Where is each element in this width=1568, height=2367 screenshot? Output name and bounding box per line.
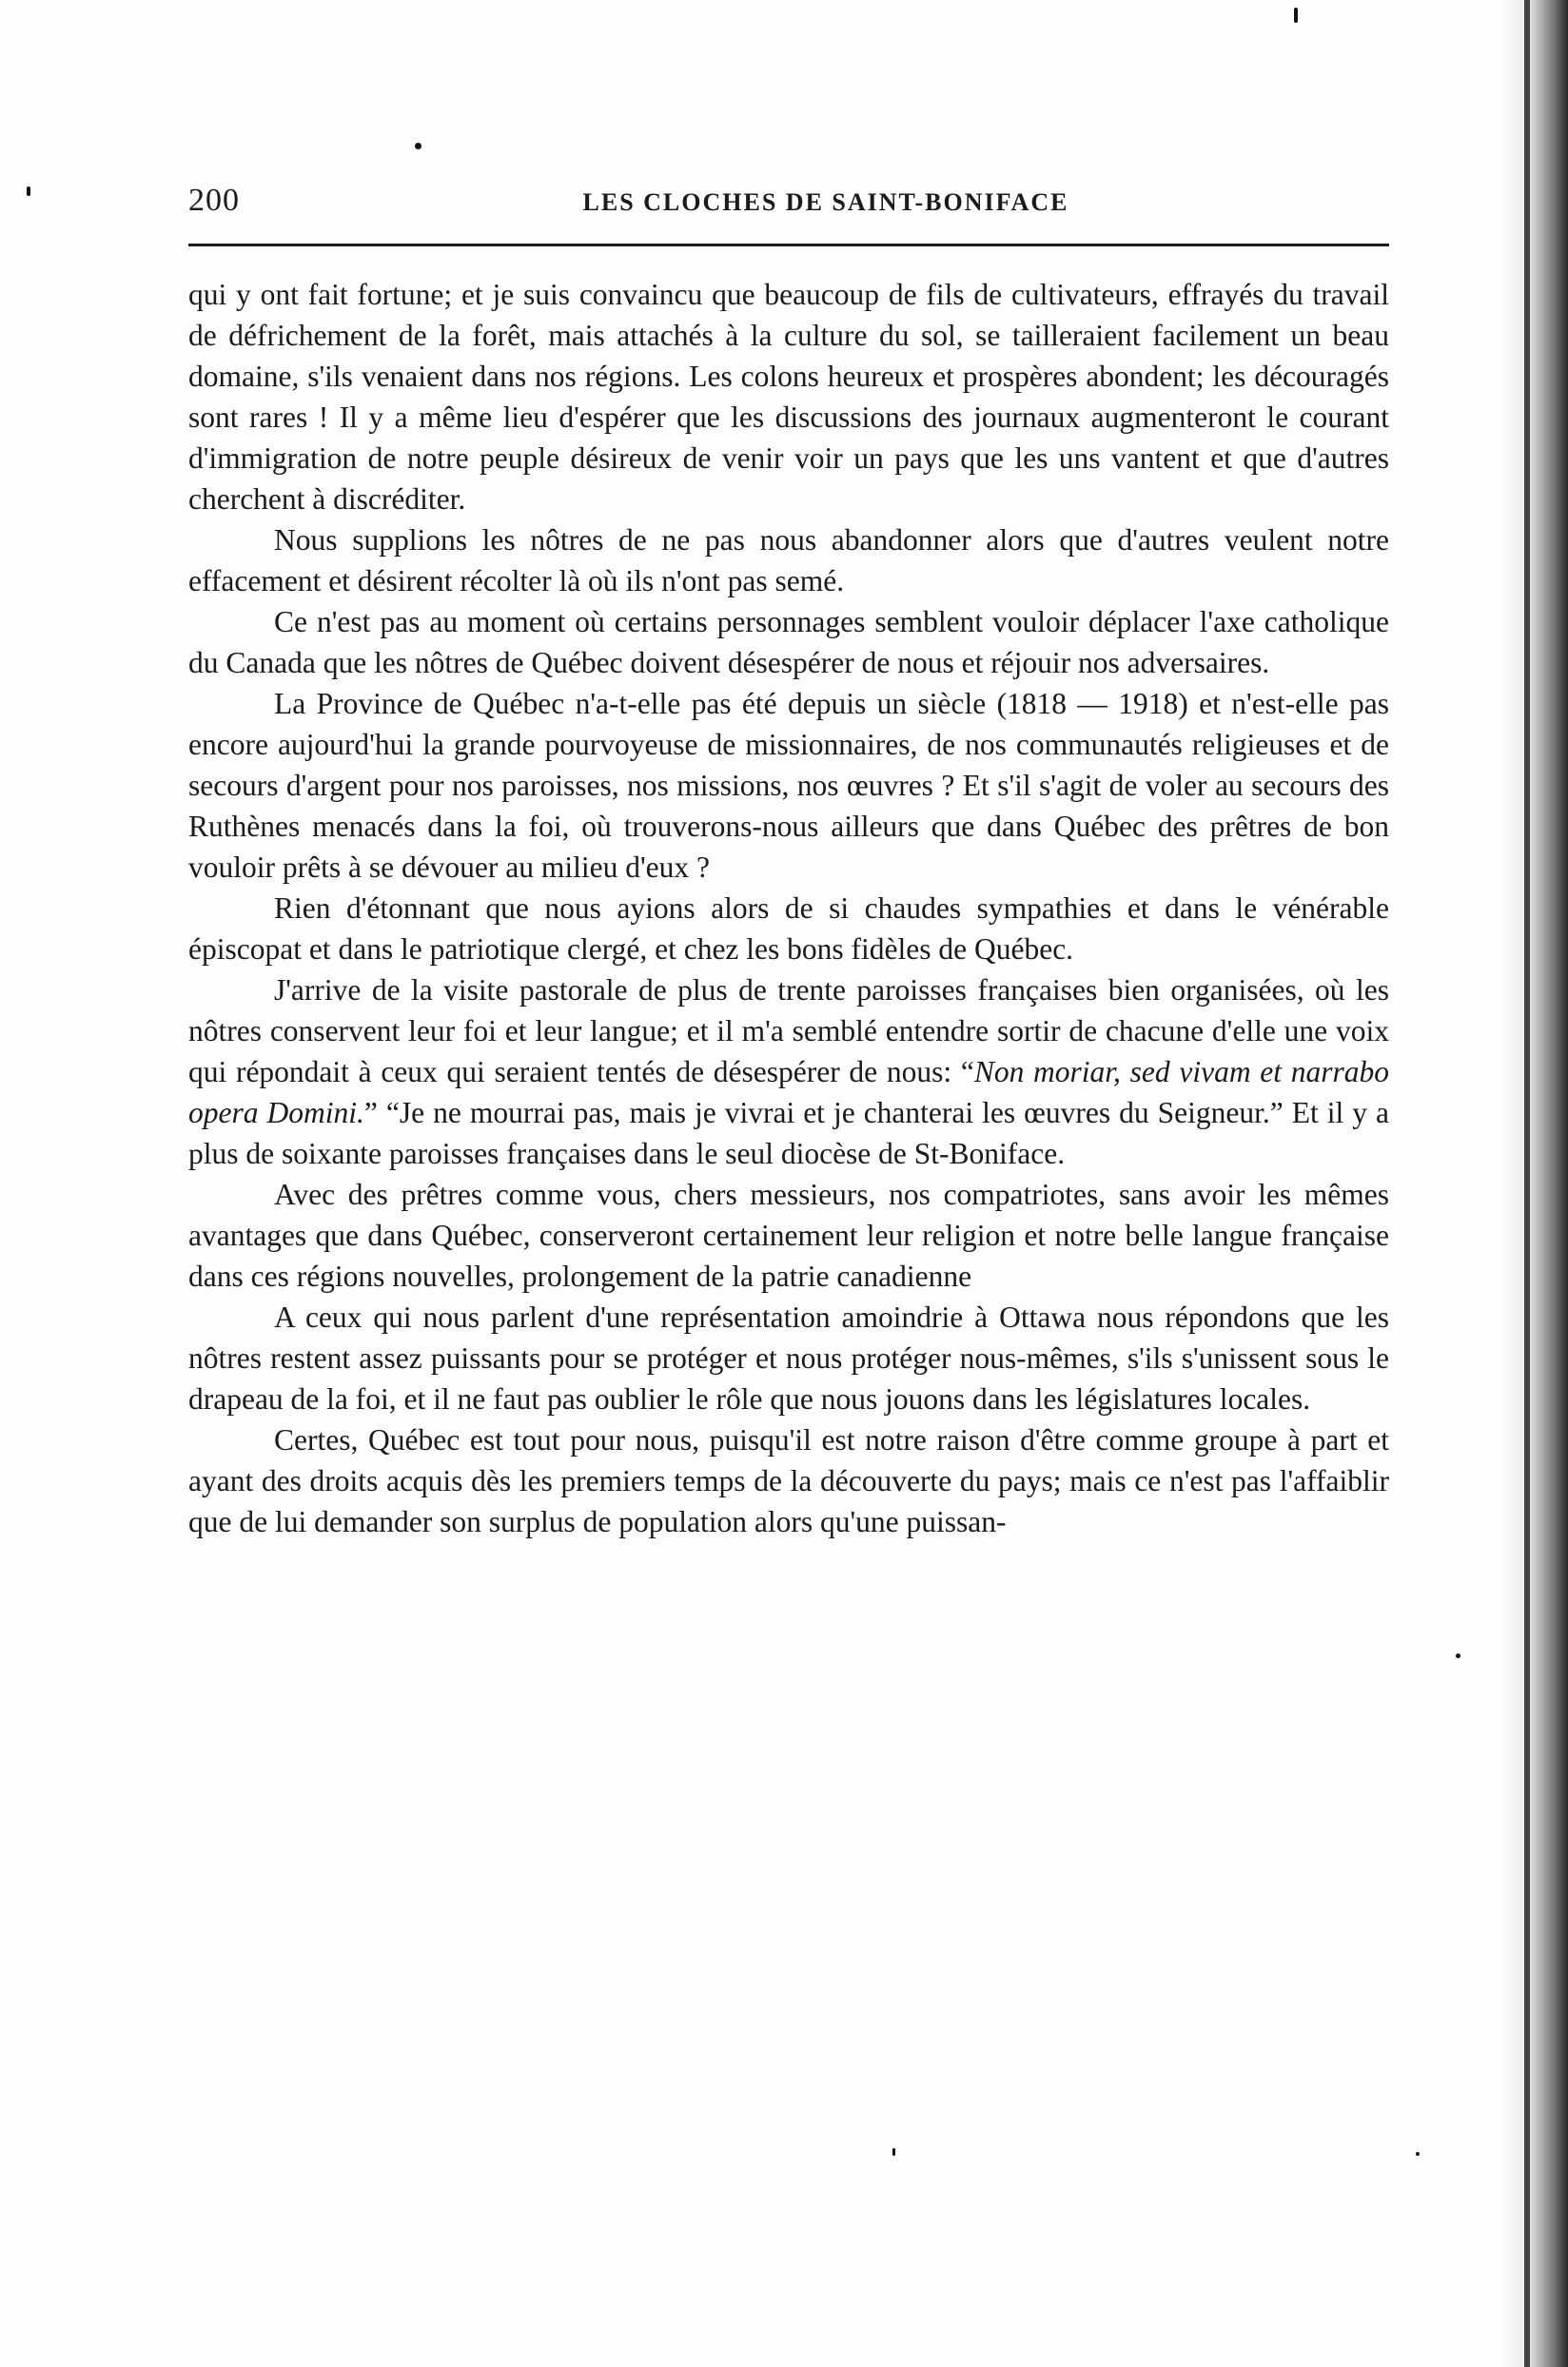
paragraph-text: J'arrive de la visite pastorale de plus de trente paroisses françaises bien organisées, où les nôtres conservent leur foi et leur langue; et il m'a semblé entendre sortir de chacune d'elle une voix qui répondait à ceux qui seraient tentés de désespérer de nous: “ [188,973,1389,1088]
paragraph-text: ” “Je ne mourrai pas, mais je vivrai et je chanterai les œuvres du Seigneur.” Et il y a plus de soixante paroisses françaises dans le seul diocèse de St-Boniface. [188,1096,1389,1170]
ink-speck [892,2148,895,2156]
body-text [188,274,1389,1542]
latin-quote: Non moriar, sed vivam et narrabo opera Domini. [188,1055,1389,1129]
binding-shadow [1501,0,1568,2367]
paragraph: La Province de Québec n'a-t-elle pas été depuis un siècle (1818 — 1918) et n'est-elle pas encore aujourd'hui la grande pourvoyeuse de missionnaires, de nos communautés religieuses et de secours d'argent pour nos paroisses, nos missions, nos œuvres ? Et s'il s'agit de voler au secours des Ruthènes menacés dans la foi, où trouverons-nous ailleurs que dans Québec des prêtres de bon vouloir prêts à se dévouer au milieu d'eux ? [188,687,1389,884]
paragraph: Avec des prêtres comme vous, chers messieurs, nos compatriotes, sans avoir les mêmes avantages que dans Québec, conserveront certainement leur religion et notre belle langue française dans ces régions nouvelles, prolongement de la patrie canadienne [188,1178,1389,1293]
running-title: LES CLOCHES DE SAINT-BONIFACE [582,188,1069,216]
ink-speck [1456,1653,1460,1658]
header-rule [188,244,1389,246]
paragraph: Rien d'étonnant que nous ayions alors de si chaudes sympathies et dans le vénérable épiscopat et dans le patriotique clergé, et chez les bons fidèles de Québec. [188,891,1389,966]
paragraph-with-latin-quote [188,969,1389,1174]
paragraph: Nous supplions les nôtres de ne pas nous abandonner alors que d'autres veulent notre effacement et désirent récolter là où ils n'ont pas semé. [188,523,1389,597]
ink-speck [415,143,421,149]
ink-speck [27,186,30,196]
page-header [188,179,1389,236]
ink-speck [1416,2152,1420,2156]
paragraph: Certes, Québec est tout pour nous, puisqu'il est notre raison d'être comme groupe à part et ayant des droits acquis dès les premiers temps de la découverte du pays; mais ce n'est pas l'affaiblir que de lui demander son surplus de population alors qu'une puissan- [188,1423,1389,1538]
paragraph: qui y ont fait fortune; et je suis convaincu que beaucoup de fils de cultivateurs, effrayés du travail de défrichement de la forêt, mais attachés à la culture du sol, se tailleraient facilement un beau domaine, s'ils venaient dans nos régions. Les colons heureux et prospères abondent; les découragés sont rares ! Il y a même lieu d'espérer que les discussions des journaux augmenteront le courant d'immigration de notre peuple désireux de venir voir un pays que les uns vantent et que d'autres cherchent à discréditer. [188,278,1389,516]
ink-speck [1294,8,1298,23]
paragraph: A ceux qui nous parlent d'une représentation amoindrie à Ottawa nous répondons que les nôtres restent assez puissants pour se protéger et nous protéger nous-mêmes, s'ils s'unissent sous le drapeau de la foi, et il ne faut pas oublier le rôle que nous jouons dans les législatures locales. [188,1301,1389,1416]
paragraph: Ce n'est pas au moment où certains personnages semblent vouloir déplacer l'axe catholique du Canada que les nôtres de Québec doivent désespérer de nous et réjouir nos adversaires. [188,605,1389,679]
page-number: 200 [188,183,240,218]
binding-edge [1524,0,1530,2367]
